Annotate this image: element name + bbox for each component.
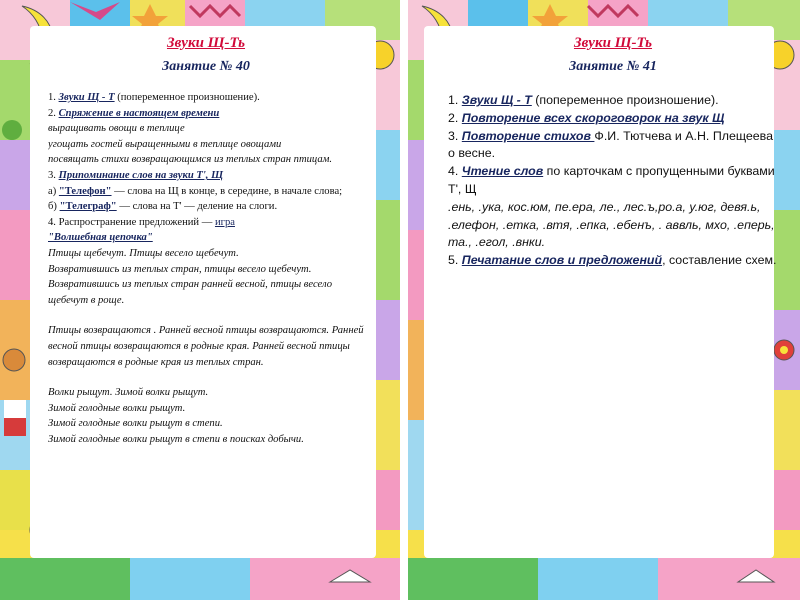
item-text: (попеременное произношение). [114, 92, 260, 103]
item-word: "Телеграф" [59, 201, 117, 213]
item-heading: Спряжение в настоящем времени [58, 107, 220, 119]
item-number: 4. [48, 216, 56, 228]
right-item-4 [448, 163, 778, 199]
game-name: "Волшебная цепочка" [48, 232, 153, 244]
item-number: 3. [448, 128, 459, 143]
chain-1-line-2: Возвратившись из теплых стран, птицы весело щебечут. Возвратившись из теплых стран ранней весной, птицы весело щебечут в роще. [48, 263, 333, 306]
item-text: (попеременное произношение). [531, 93, 719, 107]
page-gutter [400, 0, 408, 600]
item-number: 2. [448, 110, 459, 125]
item-letter: а) [48, 185, 59, 197]
chain-3-line-2: Зимой голодные волки рыщут. [48, 402, 186, 414]
right-item-1 [448, 92, 778, 110]
right-page [408, 0, 800, 600]
item-number: 1. [48, 92, 56, 103]
right-item-3 [448, 128, 778, 164]
right-missing-letter-words: .ень, .ука, кос.юм, пе.ера, ле., лес.ъ,ро.а, у.юг, девя.ь, .елефон, .етка, .втя, .епка, .ебенъ, . аввль, мхо, .еперь, та., .егол, .внки. [448, 199, 775, 250]
item-number: 1. [448, 93, 459, 107]
left-line-2: угощать гостей выращенными в теплице овощами [48, 138, 282, 150]
left-item-3a [48, 184, 364, 200]
item-text: , составление схем. [662, 253, 777, 268]
item-text: — слова на Щ в конце, в середине, в начале слова; [111, 185, 343, 197]
item-heading: Повторение стихов [461, 128, 595, 143]
item-text: — слова на Т' — деление на слоги. [116, 201, 278, 213]
right-item-5 [448, 252, 778, 270]
item-text: по карточкам с пропущенными буквами Т', Щ [448, 164, 775, 196]
left-line-1: выращивать овощи в теплице [48, 123, 185, 135]
left-item-3 [48, 168, 364, 184]
chain-3-line-1: Волки рыщут. Зимой волки рыщут. [48, 387, 209, 399]
right-lesson-number: Занятие № 41 [569, 59, 657, 74]
chain-1-line-1: Птицы щебечут. Птицы весело щебечут. [48, 247, 239, 259]
left-item-2 [48, 106, 364, 122]
chain-3-line-3: Зимой голодные волки рыщут в степи. [48, 418, 223, 430]
chain-2-text: Птицы возвращаются . Ранней весной птицы возвращаются. Ранней весной птицы возвращаются в родные края. Ранней весной птицы возвращаются в родные края из теплых стран. [48, 325, 364, 368]
right-page-content [448, 34, 778, 334]
left-item-1 [48, 90, 364, 106]
item-number: 2. [48, 107, 56, 119]
item-heading: Припоминание слов на звуки Т', Щ [58, 169, 224, 181]
right-item-2 [448, 110, 778, 128]
item-heading: Печатание слов и предложений [461, 253, 663, 268]
left-page-content [48, 34, 364, 534]
left-item-4 [48, 215, 364, 231]
item-number: 4. [448, 164, 459, 179]
item-word: "Телефон" [58, 185, 112, 197]
game-link: игра [214, 216, 235, 228]
item-heading: Звуки Щ - Т [461, 93, 532, 107]
item-text: Распространение предложений — [55, 216, 215, 228]
left-lesson-number: Занятие № 40 [162, 59, 250, 74]
left-item-4-game-name [48, 230, 364, 246]
item-heading: Звуки Щ - Т [58, 92, 115, 103]
item-letter: б) [48, 201, 60, 213]
left-line-3: посвящать стихи возвращающимся из теплых стран птицам. [48, 154, 333, 166]
item-number: 5. [448, 253, 459, 268]
right-page-title: Звуки Щ-Ть [573, 35, 653, 51]
item-heading: Чтение слов [461, 164, 544, 179]
item-heading: Повторение всех скороговорок на звук Щ [461, 110, 725, 125]
left-page-title: Звуки Щ-Ть [166, 35, 246, 51]
chain-3-line-4: Зимой голодные волки рыщут в степи в поисках добычи. [48, 433, 304, 445]
left-item-3b [48, 199, 364, 215]
item-number: 3. [48, 169, 56, 181]
item-text: Ф.И. Тютчева и А.Н. Плещеева о весне. [448, 128, 774, 161]
